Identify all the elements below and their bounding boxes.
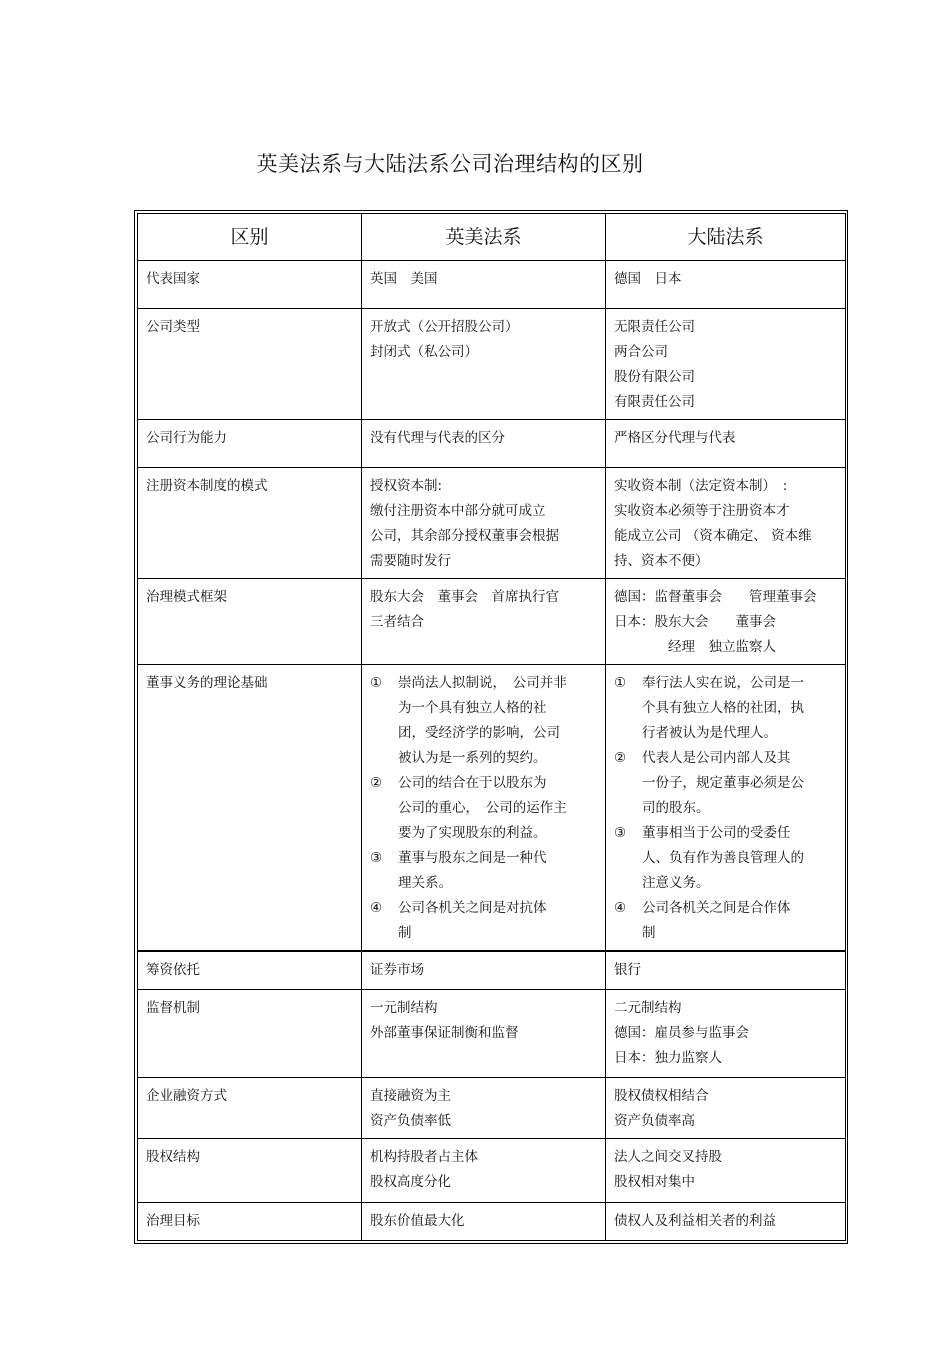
cell-line: 二元制结构 <box>614 999 682 1016</box>
anglo-cell <box>362 1202 606 1240</box>
cell-line: 股权相对集中 <box>614 1173 695 1190</box>
anglo-cell <box>362 1138 606 1202</box>
continental-cell <box>606 951 846 989</box>
cell-line: 有限责任公司 <box>614 394 695 410</box>
table-row <box>138 420 846 468</box>
cell-line: 公司各机关之间是对抗体 <box>398 900 547 916</box>
table-row <box>138 1138 846 1202</box>
page-title: 英美法系与大陆法系公司治理结构的区别 <box>256 152 644 176</box>
anglo-cell <box>362 665 606 952</box>
cell-line: 公司的结合在于以股东为 <box>398 775 547 791</box>
table-row <box>138 1077 846 1138</box>
item-number: ③ <box>614 825 627 841</box>
cell-line: 德国：监督董事会 管理董事会 <box>614 589 817 605</box>
row-label: 治理目标 <box>138 1202 362 1240</box>
row-label: 注册资本制度的模式 <box>138 468 362 579</box>
item-text <box>398 671 597 771</box>
anglo-cell <box>362 261 606 309</box>
cell-line: 授权资本制: <box>370 478 443 494</box>
item-number: ④ <box>370 900 383 916</box>
list-item <box>370 771 597 846</box>
cell-line: 董事与股东之间是一种代 <box>398 850 547 866</box>
cell-line: 理关系。 <box>398 875 452 891</box>
comparison-table-frame <box>134 210 848 1244</box>
list-item <box>614 746 837 821</box>
continental-cell <box>606 1138 846 1202</box>
header-difference: 区别 <box>138 214 362 261</box>
anglo-cell <box>362 989 606 1077</box>
numbered-list <box>370 671 597 946</box>
cell-line: 制 <box>642 925 656 941</box>
cell-line: 直接融资为主 <box>370 1087 451 1104</box>
cell-line: 为一个具有独立人格的社 <box>398 700 547 716</box>
cell-line: 资产负债率低 <box>370 1112 451 1129</box>
cell-line: 缴付注册资本中部分就可成立 <box>370 503 546 519</box>
cell-line: 公司的重心， 公司的运作主 <box>398 800 567 816</box>
list-item <box>370 846 597 896</box>
item-number: ② <box>614 750 627 766</box>
cell-line: 公司各机关之间是合作体 <box>642 900 791 916</box>
header-anglo-american: 英美法系 <box>362 214 606 261</box>
cell-line: 持、资本不便） <box>614 553 709 569</box>
cell-line: 公司，其余部分授权董事会根据 <box>370 528 559 544</box>
cell-line: 日本：独力监察人 <box>614 1049 722 1066</box>
item-text <box>398 846 597 896</box>
row-label: 股权结构 <box>138 1138 362 1202</box>
list-item <box>614 821 837 896</box>
list-item <box>614 896 837 946</box>
cell-line: 制 <box>398 925 412 941</box>
cell-line: 外部董事保证制衡和监督 <box>370 1024 519 1041</box>
cell-line: 人、负有作为善良管理人的 <box>642 850 804 866</box>
cell-line: 司的股东。 <box>642 800 710 816</box>
table-row <box>138 665 846 952</box>
cell-line: 股权高度分化 <box>370 1173 451 1190</box>
cell-line: 经理 独立监察人 <box>614 639 776 655</box>
continental-cell <box>606 468 846 579</box>
anglo-cell <box>362 309 606 420</box>
cell-line: 开放式（公开招股公司） <box>370 319 519 335</box>
cell-line: 注意义务。 <box>642 875 710 891</box>
row-label: 公司行为能力 <box>138 420 362 468</box>
cell-line: 德国：雇员参与监事会 <box>614 1024 749 1041</box>
item-text <box>398 896 597 946</box>
cell-line: 一元制结构 <box>370 999 438 1016</box>
cell-line: 股东大会 董事会 首席执行官 <box>370 589 559 605</box>
list-item <box>614 671 837 746</box>
anglo-cell <box>362 1077 606 1138</box>
continental-cell <box>606 261 846 309</box>
cell-line: 银行 <box>614 962 641 978</box>
cell-line: 机构持股者占主体 <box>370 1148 478 1165</box>
cell-line: 日本：股东大会 董事会 <box>614 614 776 630</box>
cell-line: 行者被认为是代理人。 <box>642 725 777 741</box>
table-row <box>138 468 846 579</box>
cell-line: 团，受经济学的影响，公司 <box>398 725 560 741</box>
cell-line: 无限责任公司 <box>614 319 695 335</box>
header-continental: 大陆法系 <box>606 214 846 261</box>
cell-line: 实收资本必须等于注册资本才 <box>614 503 790 519</box>
row-label: 治理模式框架 <box>138 579 362 665</box>
cell-line: 英国 美国 <box>370 271 438 287</box>
item-text <box>642 821 837 896</box>
cell-line: 个具有独立人格的社团，执 <box>642 700 804 716</box>
anglo-cell <box>362 420 606 468</box>
item-number: ④ <box>614 900 627 916</box>
item-text <box>642 896 837 946</box>
list-item <box>370 896 597 946</box>
cell-line: 需要随时发行 <box>370 553 451 569</box>
cell-line: 董事相当于公司的受委任 <box>642 825 791 841</box>
table-row <box>138 951 846 989</box>
cell-line: 资产负债率高 <box>614 1112 695 1129</box>
item-text <box>642 746 837 821</box>
cell-line: 股东价值最大化 <box>370 1212 465 1229</box>
table-header-row <box>138 214 846 261</box>
cell-line: 债权人及利益相关者的利益 <box>614 1212 776 1229</box>
item-number: ① <box>370 675 383 691</box>
cell-line: 实收资本制（法定资本制） : <box>614 478 788 494</box>
cell-line: 三者结合 <box>370 614 424 630</box>
comparison-table <box>137 213 846 1241</box>
continental-cell <box>606 579 846 665</box>
row-label: 企业融资方式 <box>138 1077 362 1138</box>
cell-line: 两合公司 <box>614 344 668 360</box>
cell-line: 证券市场 <box>370 962 424 978</box>
item-number: ③ <box>370 850 383 866</box>
numbered-list <box>614 671 837 946</box>
row-label: 代表国家 <box>138 261 362 309</box>
item-text <box>642 671 837 746</box>
row-label: 筹资依托 <box>138 951 362 989</box>
item-number: ② <box>370 775 383 791</box>
cell-line: 代表人是公司内部人及其 <box>642 750 791 766</box>
cell-line: 股份有限公司 <box>614 369 695 385</box>
cell-line: 奉行法人实在说，公司是一 <box>642 675 804 691</box>
table-row <box>138 989 846 1077</box>
cell-line: 股权债权相结合 <box>614 1087 709 1104</box>
anglo-cell <box>362 468 606 579</box>
continental-cell <box>606 1202 846 1240</box>
item-text <box>398 771 597 846</box>
table-row <box>138 579 846 665</box>
row-label: 监督机制 <box>138 989 362 1077</box>
row-label: 公司类型 <box>138 309 362 420</box>
cell-line: 封闭式（私公司） <box>370 344 478 360</box>
item-number: ① <box>614 675 627 691</box>
cell-line: 能成立公司 （资本确定、 资本维 <box>614 528 812 544</box>
cell-line: 法人之间交叉持股 <box>614 1148 722 1165</box>
cell-line: 没有代理与代表的区分 <box>370 430 505 446</box>
cell-line: 被认为是一系列的契约。 <box>398 750 547 766</box>
list-item <box>370 671 597 771</box>
row-label: 董事义务的理论基础 <box>138 665 362 952</box>
continental-cell <box>606 665 846 952</box>
continental-cell <box>606 420 846 468</box>
table-row <box>138 309 846 420</box>
cell-line: 一份子，规定董事必须是公 <box>642 775 804 791</box>
table-row <box>138 1202 846 1240</box>
anglo-cell <box>362 579 606 665</box>
table-row <box>138 261 846 309</box>
continental-cell <box>606 309 846 420</box>
cell-line: 德国 日本 <box>614 271 682 287</box>
continental-cell <box>606 989 846 1077</box>
cell-line: 要为了实现股东的利益。 <box>398 825 547 841</box>
cell-line: 严格区分代理与代表 <box>614 430 736 446</box>
continental-cell <box>606 1077 846 1138</box>
cell-line: 崇尚法人拟制说， 公司并非 <box>398 675 567 691</box>
anglo-cell <box>362 951 606 989</box>
